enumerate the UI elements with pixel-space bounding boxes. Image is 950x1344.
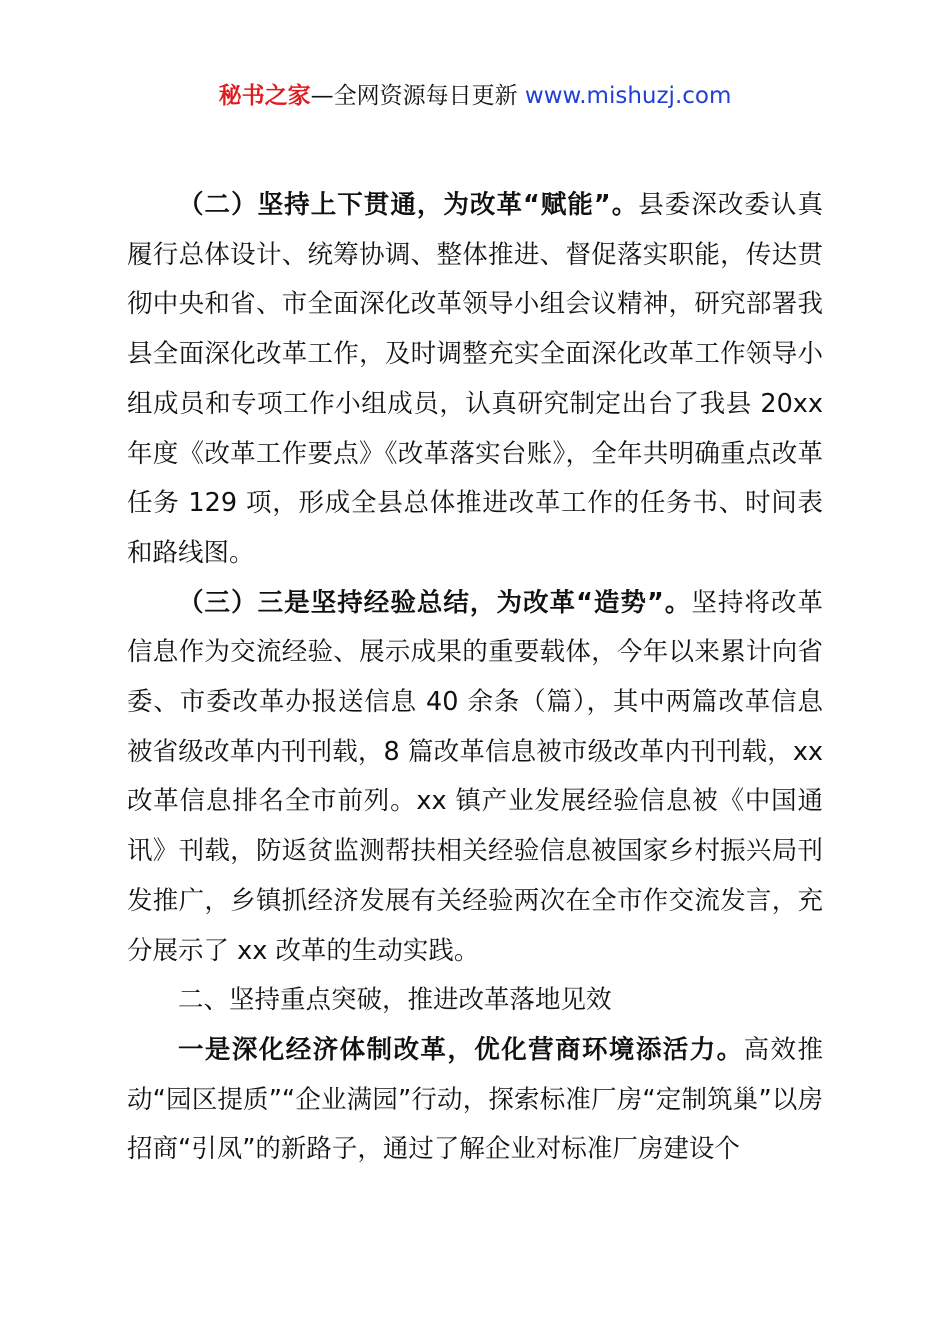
paragraph-heading: （三）三是坚持经验总结，为改革“造势”。 bbox=[178, 587, 692, 618]
paragraph-heading: （二）坚持上下贯通，为改革“赋能”。 bbox=[178, 190, 639, 220]
site-url-link[interactable]: www.mishuzj.com bbox=[524, 83, 732, 109]
paragraph-momentum bbox=[127, 579, 823, 977]
site-tagline: —全网资源每日更新 bbox=[310, 83, 525, 109]
paragraph-empowerment bbox=[127, 181, 823, 579]
site-banner bbox=[0, 80, 950, 112]
paragraph-text: 高效推动“园区提质”“企业满园”行动，探索标准厂房“定制筑巢”以房招商“引凤”的新路子，通过了解企业对标准厂房建设个 bbox=[127, 1034, 823, 1165]
section-heading: 二、坚持重点突破，推进改革落地见效 bbox=[178, 985, 612, 1016]
document-body bbox=[127, 181, 823, 1175]
site-brand-name: 秘书之家 bbox=[218, 83, 311, 109]
paragraph-heading: 一是深化经济体制改革，优化营商环境添活力。 bbox=[178, 1034, 744, 1065]
paragraph-text: 坚持将改革信息作为交流经验、展示成果的重要载体，今年以来累计向省委、市委改革办报送信息 40 余条（篇），其中两篇改革信息被省级改革内刊刊载，8 篇改革信息被市级改革内刊刊载，xx 改革信息排名全市前列。xx 镇产业发展经验信息被《中国通讯》刊载，防返贫监测帮扶相关经验信息被国家乡村振兴局刊发推广，乡镇抓经济发展有关经验两次在全市作交流发言，充分展示了 xx 改革的生动实践。 bbox=[127, 587, 823, 966]
paragraph-economic-reform bbox=[127, 1026, 823, 1175]
paragraph-text: 县委深改委认真履行总体设计、统筹协调、整体推进、督促落实职能，传达贯彻中央和省、市全面深化改革领导小组会议精神，研究部署我县全面深化改革工作，及时调整充实全面深化改革工作领导小组成员和专项工作小组成员，认真研究制定出台了我县 20xx 年度《改革工作要点》《改革落实台账》，全年共明确重点改革任务 129 项，形成全县总体推进改革工作的任务书、时间表和路线图。 bbox=[127, 190, 823, 568]
